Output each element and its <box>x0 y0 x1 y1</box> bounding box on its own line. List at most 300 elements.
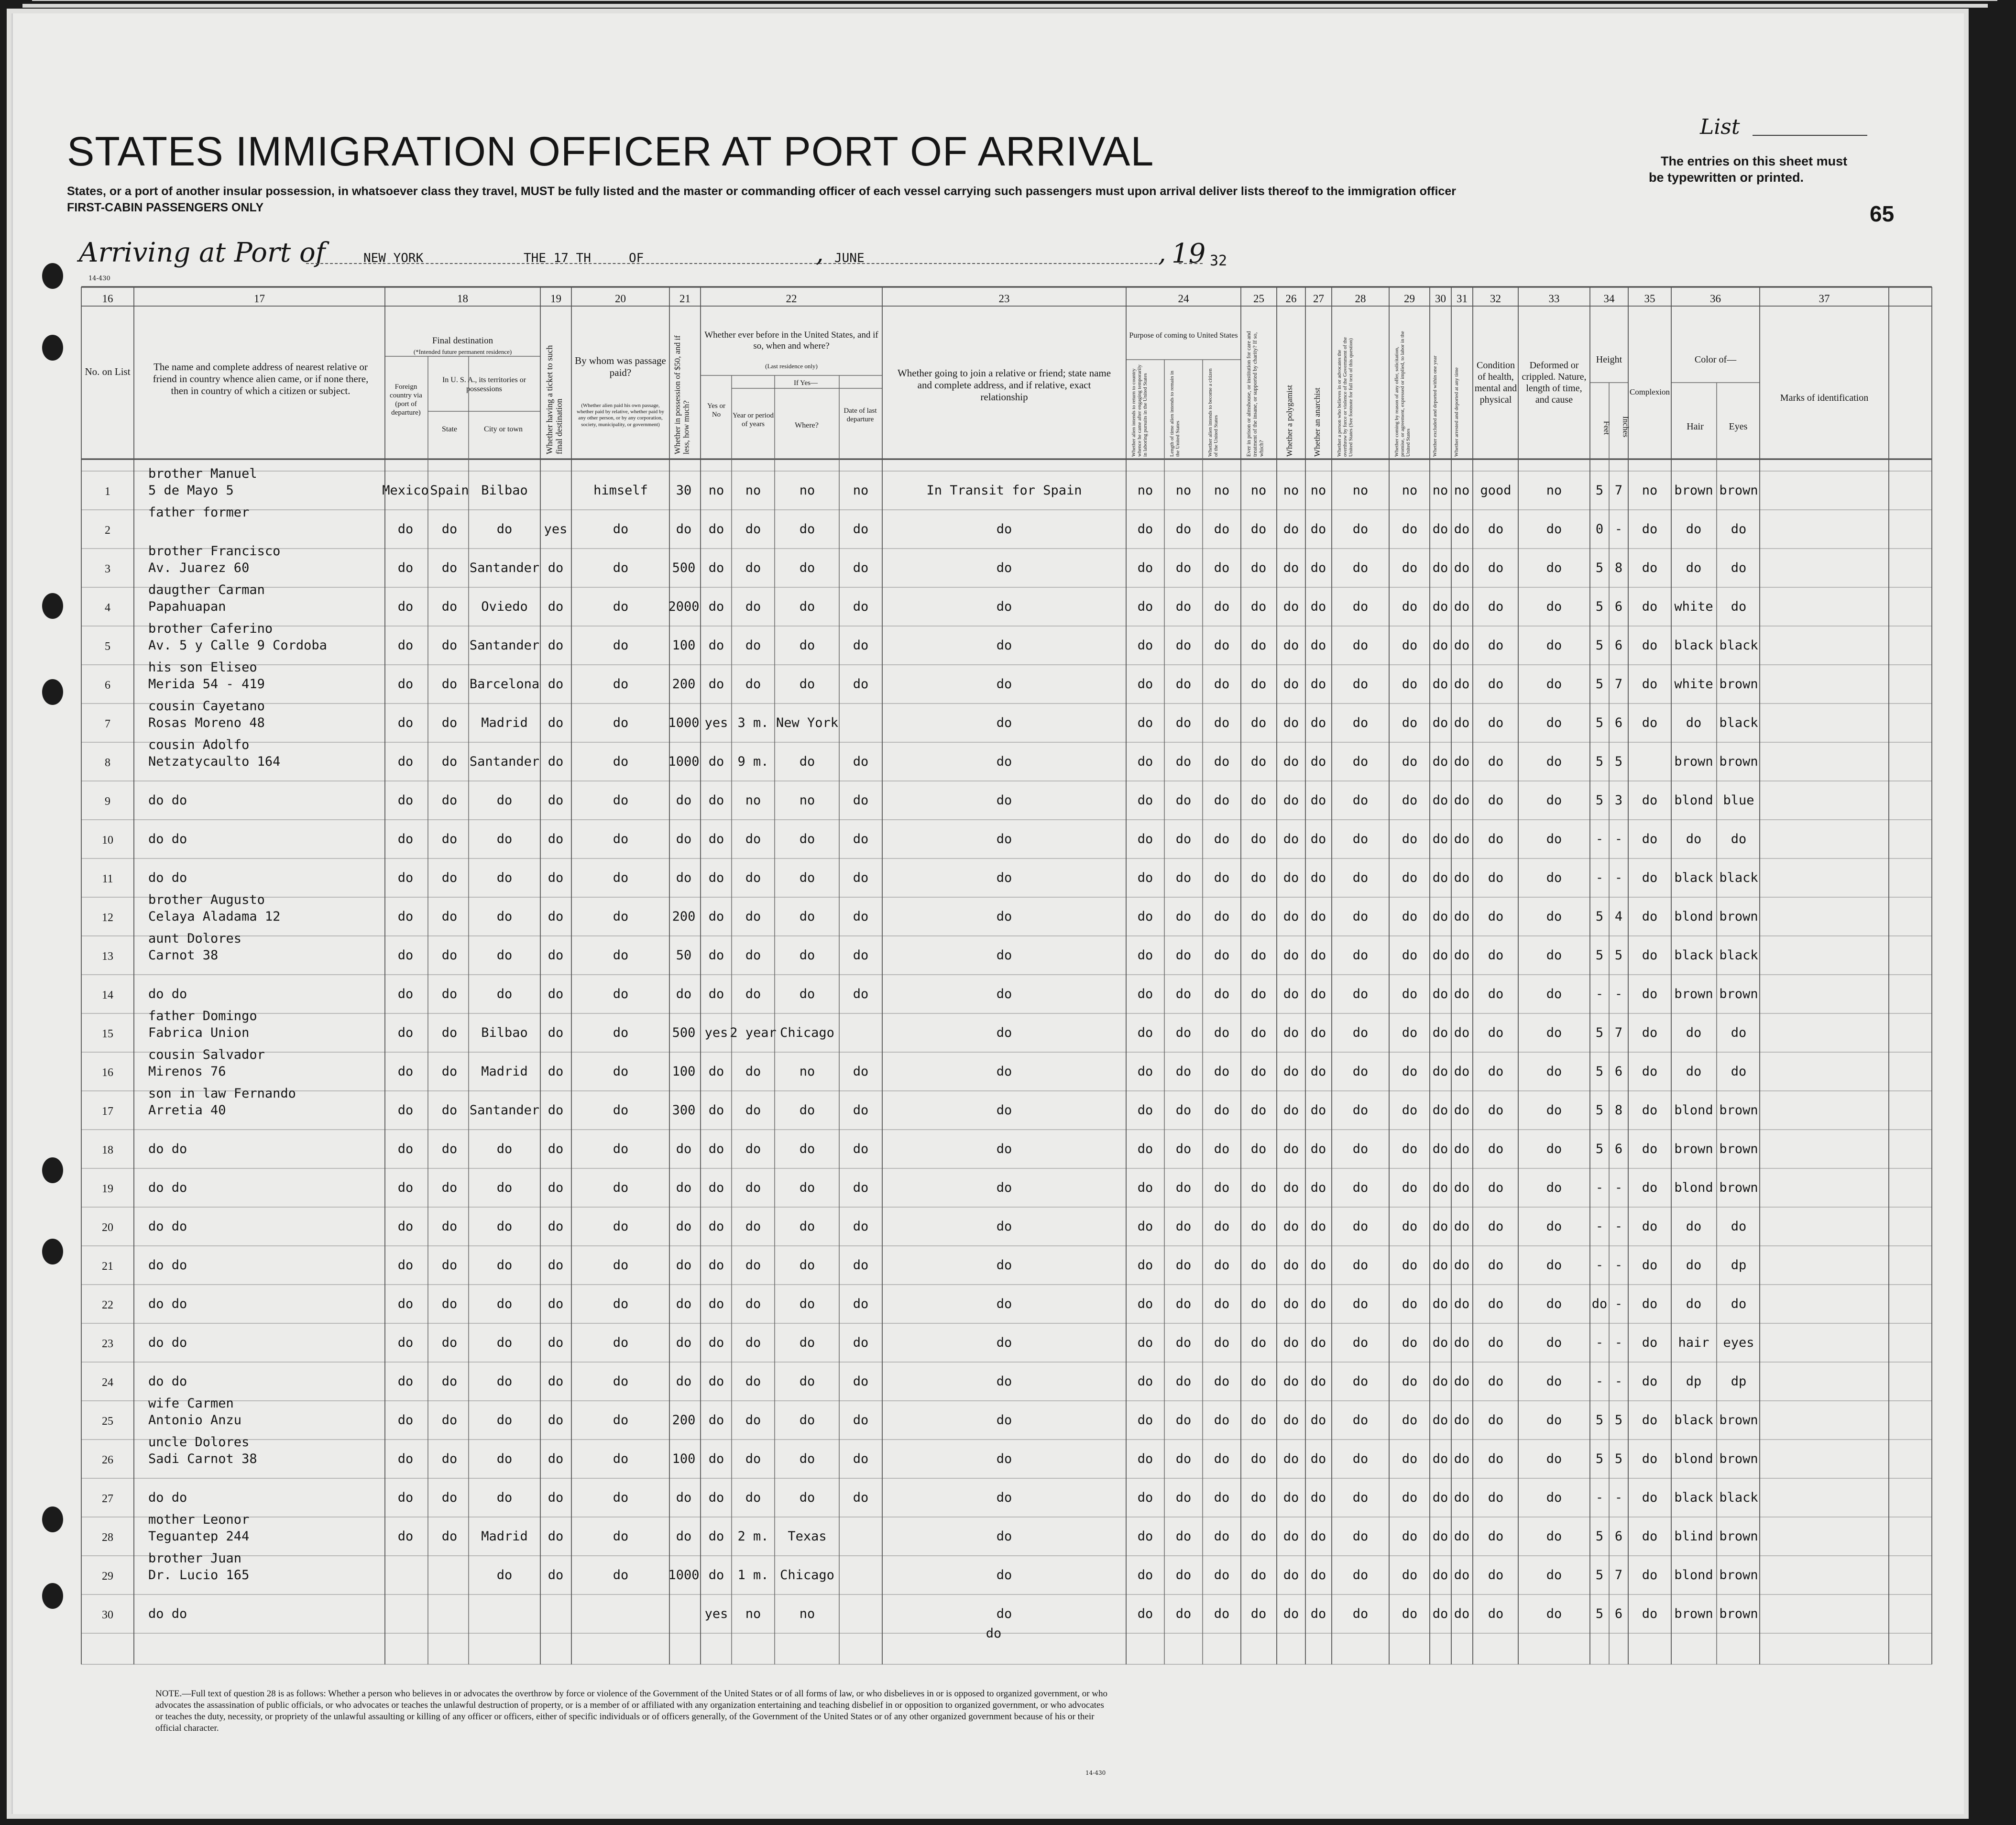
cell-p3: do <box>1214 1180 1230 1195</box>
cell-c30: do <box>1432 1297 1448 1311</box>
cell-ever: do <box>708 870 724 885</box>
cell-c25: do <box>1250 1529 1267 1544</box>
header-arrested: Whether arrested and deported at any time <box>1454 367 1459 457</box>
relative-name: cousin Adolfo <box>148 737 250 752</box>
cell-ever: do <box>708 1297 724 1311</box>
cell-c28: do <box>1352 1025 1369 1040</box>
cell-c29: do <box>1402 793 1418 808</box>
cell-c25: do <box>1250 987 1267 1001</box>
relative-name: brother Francisco <box>148 544 281 559</box>
cell-date: do <box>853 638 869 653</box>
cell-p1: do <box>1137 754 1153 769</box>
cell-inches: - <box>1614 870 1623 885</box>
cell-year: do <box>745 987 761 1001</box>
cell-eyes: brown <box>1719 1568 1758 1583</box>
cell-ever: do <box>708 1568 724 1583</box>
cell-ticket: do <box>548 561 564 575</box>
cell-c28: do <box>1352 561 1369 575</box>
header-ever-in-us-note: (Last residence only) <box>765 363 818 370</box>
cell-year: no <box>745 483 761 498</box>
cell-c30: do <box>1432 1568 1448 1583</box>
cell-p2: do <box>1175 1335 1192 1350</box>
list-number-line <box>1753 135 1867 136</box>
cell-complexion: do <box>1642 561 1658 575</box>
cell-where: do <box>799 599 815 614</box>
cell-where: do <box>799 1413 815 1428</box>
cell-where: do <box>799 1258 815 1273</box>
header-ever-in-us: Whether ever before in the United States, and if so, when and where? <box>704 330 878 351</box>
header-inches: Inches <box>1621 416 1631 438</box>
cell-hair: black <box>1674 948 1713 963</box>
cell-where: no <box>799 483 815 498</box>
cell-c28: do <box>1352 1529 1369 1544</box>
cell-paid: do <box>613 1374 629 1389</box>
cell-c26: do <box>1283 1335 1299 1350</box>
relative-address: Teguantep 244 <box>148 1529 250 1544</box>
cell-deformed: do <box>1546 1025 1562 1040</box>
cell-c25: do <box>1250 1219 1267 1234</box>
cell-c26: do <box>1283 638 1299 653</box>
column-number: 31 <box>1457 293 1468 305</box>
cell-city: do <box>496 1142 513 1156</box>
cell-join: do <box>996 715 1012 730</box>
cell-c30: do <box>1432 677 1448 692</box>
cell-hair: do <box>1686 561 1702 575</box>
cell-p2: do <box>1175 1297 1192 1311</box>
punch-hole <box>42 593 63 619</box>
column-number: 37 <box>1819 293 1830 305</box>
cell-deformed: do <box>1546 1568 1562 1583</box>
cell-p3: do <box>1214 909 1230 924</box>
cell-hair: white <box>1674 677 1713 692</box>
cell-c27: do <box>1310 870 1326 885</box>
cell-c26: do <box>1283 561 1299 575</box>
cell-p2: do <box>1175 638 1192 653</box>
cell-where: no <box>799 1606 815 1621</box>
relative-address: do do <box>148 1219 187 1234</box>
cell-c25: do <box>1250 638 1267 653</box>
cell-city: do <box>496 1490 513 1505</box>
cell-c25: do <box>1250 1490 1267 1505</box>
cell-where: do <box>799 638 815 653</box>
cell-p2: do <box>1175 522 1192 537</box>
cell-health: do <box>1488 1258 1504 1273</box>
cell-eyes: brown <box>1719 677 1758 692</box>
row-number: 12 <box>102 912 113 924</box>
cell-c30: do <box>1432 793 1448 808</box>
cell-p3: do <box>1214 793 1230 808</box>
row-number: 2 <box>105 524 110 537</box>
cell-year: do <box>745 677 761 692</box>
cell-state: do <box>441 599 458 614</box>
cell-complexion: do <box>1642 1142 1658 1156</box>
relative-name: his son Eliseo <box>148 660 257 675</box>
cell-c25: do <box>1250 677 1267 692</box>
cell-ticket: do <box>548 793 564 808</box>
cell-money: do <box>676 1297 692 1311</box>
cell-hair: blond <box>1674 1568 1713 1583</box>
cell-p3: do <box>1214 1374 1230 1389</box>
cell-health: good <box>1480 483 1512 498</box>
cell-eyes: do <box>1731 1297 1747 1311</box>
cell-c31: do <box>1454 1529 1470 1544</box>
cell-city: do <box>496 832 513 847</box>
cell-c30: do <box>1432 1142 1448 1156</box>
cell-year: 3 m. <box>737 715 769 730</box>
cell-city: do <box>496 870 513 885</box>
cell-foreign: do <box>397 677 414 692</box>
cell-join: do <box>996 1374 1012 1389</box>
cell-p2: do <box>1175 561 1192 575</box>
cell-ever: yes <box>704 715 728 730</box>
cell-join: do <box>996 793 1012 808</box>
cell-eyes: brown <box>1719 1180 1758 1195</box>
cell-c28: do <box>1352 793 1369 808</box>
cell-p2: do <box>1175 1064 1192 1079</box>
cell-c29: do <box>1402 1258 1418 1273</box>
cell-c27: do <box>1310 1219 1326 1234</box>
cell-p2: do <box>1175 599 1192 614</box>
cell-p3: do <box>1214 870 1230 885</box>
cell-c28: do <box>1352 1219 1369 1234</box>
cell-c25: do <box>1250 599 1267 614</box>
cell-c27: do <box>1310 948 1326 963</box>
cell-health: do <box>1488 1297 1504 1311</box>
cell-health: do <box>1488 909 1504 924</box>
cell-c31: do <box>1454 1297 1470 1311</box>
cell-eyes: black <box>1719 948 1758 963</box>
cell-year: do <box>745 948 761 963</box>
relative-address: do do <box>148 1180 187 1195</box>
cell-p3: do <box>1214 1451 1230 1466</box>
punch-hole <box>42 1506 63 1532</box>
cell-c31: do <box>1454 870 1470 885</box>
cell-p1: do <box>1137 1180 1153 1195</box>
cell-money: do <box>676 1529 692 1544</box>
cell-c25: do <box>1250 1335 1267 1350</box>
cell-money: do <box>676 987 692 1001</box>
cell-ticket: do <box>548 1064 564 1079</box>
cell-paid: do <box>613 1568 629 1583</box>
cell-money: do <box>676 870 692 885</box>
cell-inches: 7 <box>1614 483 1623 498</box>
cell-c25: do <box>1250 1297 1267 1311</box>
cell-c29: do <box>1402 1413 1418 1428</box>
relative-address: Netzatycaulto 164 <box>148 754 281 769</box>
cell-c27: do <box>1310 1103 1326 1118</box>
cell-ticket: do <box>548 909 564 924</box>
cell-inches: 3 <box>1614 793 1623 808</box>
cell-c29: do <box>1402 1103 1418 1118</box>
punch-hole <box>42 1583 63 1609</box>
cell-c25: do <box>1250 832 1267 847</box>
cell-inches: 6 <box>1614 638 1623 653</box>
cell-deformed: do <box>1546 1413 1562 1428</box>
cell-where: Chicago <box>780 1025 834 1040</box>
cell-hair: black <box>1674 870 1713 885</box>
cell-complexion: do <box>1642 1606 1658 1621</box>
cell-feet: - <box>1595 1490 1604 1505</box>
row-number: 3 <box>105 563 110 575</box>
cell-city: do <box>496 909 513 924</box>
cell-c28: do <box>1352 1064 1369 1079</box>
cell-p1: do <box>1137 522 1153 537</box>
header-city: City or town <box>484 425 523 433</box>
cell-eyes: brown <box>1719 1529 1758 1544</box>
row-number: 23 <box>102 1338 113 1350</box>
cell-c26: do <box>1283 948 1299 963</box>
cell-c27: do <box>1310 599 1326 614</box>
cell-money: 500 <box>672 561 696 575</box>
cell-c28: no <box>1352 483 1369 498</box>
cell-health: do <box>1488 1568 1504 1583</box>
cell-c30: do <box>1432 599 1448 614</box>
cell-p2: do <box>1175 715 1192 730</box>
cell-c27: do <box>1310 1025 1326 1040</box>
cell-c30: do <box>1432 1025 1448 1040</box>
header-height: Height <box>1596 354 1622 365</box>
row-number: 24 <box>102 1376 113 1389</box>
cell-p3: do <box>1214 754 1230 769</box>
cell-c30: no <box>1432 483 1448 498</box>
cell-c27: do <box>1310 832 1326 847</box>
cell-ticket: do <box>548 948 564 963</box>
cell-feet: - <box>1595 1219 1604 1234</box>
cell-year: do <box>745 1374 761 1389</box>
relative-address: do do <box>148 1258 187 1273</box>
cell-year: do <box>745 870 761 885</box>
cell-c25: do <box>1250 1180 1267 1195</box>
cell-paid: do <box>613 1142 629 1156</box>
column-number: 22 <box>786 293 797 305</box>
cell-p3: do <box>1214 1219 1230 1234</box>
cell-city: do <box>496 987 513 1001</box>
cell-paid: do <box>613 561 629 575</box>
cell-money: 1000 <box>668 754 700 769</box>
relative-name: brother Caferino <box>148 621 273 636</box>
relative-name: son in law Fernando <box>148 1086 296 1101</box>
arrival-month: JUNE <box>834 251 865 265</box>
cell-foreign: do <box>397 832 414 847</box>
cell-foreign: do <box>397 1219 414 1234</box>
cell-health: do <box>1488 1064 1504 1079</box>
row-number: 11 <box>102 873 113 885</box>
cell-join: do <box>996 1335 1012 1350</box>
column-number: 25 <box>1253 293 1264 305</box>
cell-c27: do <box>1310 1335 1326 1350</box>
cell-deformed: do <box>1546 638 1562 653</box>
cell-foreign: do <box>397 1025 414 1040</box>
row-number: 22 <box>102 1299 113 1311</box>
cell-p1: do <box>1137 1219 1153 1234</box>
cell-deformed: do <box>1546 1142 1562 1156</box>
cell-p3: do <box>1214 1025 1230 1040</box>
cell-inches: - <box>1614 1374 1623 1389</box>
cell-join: do <box>996 1297 1012 1311</box>
cell-where: do <box>799 1297 815 1311</box>
relative-address: do do <box>148 832 187 847</box>
trailing-ditto: do <box>986 1626 1002 1641</box>
cell-paid: do <box>613 1064 629 1079</box>
page-number: 65 <box>1870 201 1895 226</box>
cell-paid: do <box>613 1529 629 1544</box>
cell-health: do <box>1488 1490 1504 1505</box>
cell-deformed: do <box>1546 987 1562 1001</box>
cell-join: do <box>996 1180 1012 1195</box>
cell-city: Santander <box>469 1103 540 1118</box>
cell-c28: do <box>1352 1297 1369 1311</box>
cell-complexion: do <box>1642 870 1658 885</box>
cell-c31: no <box>1454 483 1470 498</box>
relative-name: father Domingo <box>148 1009 257 1023</box>
cell-hair: do <box>1686 715 1702 730</box>
cell-feet: - <box>1595 1180 1604 1195</box>
cell-money: 200 <box>672 677 696 692</box>
cell-hair: do <box>1686 1219 1702 1234</box>
cell-year: do <box>745 1335 761 1350</box>
header-state: State <box>442 425 457 433</box>
cell-p2: do <box>1175 1219 1192 1234</box>
cell-where: no <box>799 1064 815 1079</box>
cell-c30: do <box>1432 948 1448 963</box>
cell-c28: do <box>1352 1606 1369 1621</box>
cell-money: 200 <box>672 1413 696 1428</box>
cell-c28: do <box>1352 1490 1369 1505</box>
cell-c29: do <box>1402 1297 1418 1311</box>
cell-hair: brown <box>1674 1606 1713 1621</box>
relative-address: do do <box>148 870 187 885</box>
cell-ticket: do <box>548 832 564 847</box>
cell-where: do <box>799 1490 815 1505</box>
cell-hair: do <box>1686 1064 1702 1079</box>
cell-c29: do <box>1402 677 1418 692</box>
cell-c26: do <box>1283 1297 1299 1311</box>
cell-foreign: do <box>397 1258 414 1273</box>
cell-feet: 5 <box>1595 1606 1604 1621</box>
row-number: 4 <box>105 602 110 614</box>
paper-edge <box>22 4 1988 8</box>
cell-c31: do <box>1454 561 1470 575</box>
cell-c31: do <box>1454 1258 1470 1273</box>
cell-c28: do <box>1352 948 1369 963</box>
cell-feet: - <box>1595 832 1604 847</box>
cell-foreign: do <box>397 1064 414 1079</box>
cell-paid: do <box>613 948 629 963</box>
cell-c30: do <box>1432 987 1448 1001</box>
cell-c30: do <box>1432 1335 1448 1350</box>
column-number: 23 <box>998 293 1010 305</box>
relative-address: do do <box>148 1142 187 1156</box>
cell-p3: do <box>1214 561 1230 575</box>
cell-p1: do <box>1137 1606 1153 1621</box>
cell-c28: do <box>1352 638 1369 653</box>
cell-c30: do <box>1432 870 1448 885</box>
cell-c30: do <box>1432 1413 1448 1428</box>
cell-c28: do <box>1352 1451 1369 1466</box>
cell-feet: 5 <box>1595 793 1604 808</box>
cell-feet: do <box>1591 1297 1608 1311</box>
cell-p3: do <box>1214 1335 1230 1350</box>
cell-complexion: do <box>1642 1103 1658 1118</box>
cell-inches: 6 <box>1614 1606 1623 1621</box>
cell-state: do <box>441 1335 458 1350</box>
cell-deformed: do <box>1546 561 1562 575</box>
cell-c29: do <box>1402 870 1418 885</box>
cell-deformed: do <box>1546 1606 1562 1621</box>
cell-c26: do <box>1283 754 1299 769</box>
cell-where: do <box>799 1180 815 1195</box>
cell-complexion: do <box>1642 1180 1658 1195</box>
relative-name: aunt Dolores <box>148 931 242 946</box>
cell-inches: 6 <box>1614 1064 1623 1079</box>
cell-eyes: brown <box>1719 1103 1758 1118</box>
cell-eyes: brown <box>1719 754 1758 769</box>
cell-c27: do <box>1310 1529 1326 1544</box>
cell-hair: blond <box>1674 909 1713 924</box>
cell-c29: do <box>1402 909 1418 924</box>
cell-p2: do <box>1175 793 1192 808</box>
cell-c30: do <box>1432 1451 1448 1466</box>
cell-eyes: black <box>1719 715 1758 730</box>
cell-deformed: do <box>1546 1219 1562 1234</box>
cell-c26: do <box>1283 1413 1299 1428</box>
cell-c31: do <box>1454 1606 1470 1621</box>
cell-c26: do <box>1283 1025 1299 1040</box>
cell-year: do <box>745 832 761 847</box>
cell-date: do <box>853 1451 869 1466</box>
cell-p3: do <box>1214 1297 1230 1311</box>
cell-year: do <box>745 1142 761 1156</box>
relative-address: Merida 54 - 419 <box>148 677 265 692</box>
cell-money: do <box>676 1258 692 1273</box>
cell-c27: do <box>1310 909 1326 924</box>
cell-foreign: do <box>397 715 414 730</box>
cell-state: do <box>441 1142 458 1156</box>
cell-p1: do <box>1137 1374 1153 1389</box>
cell-c28: do <box>1352 599 1369 614</box>
cell-foreign: do <box>397 1297 414 1311</box>
cell-where: do <box>799 1374 815 1389</box>
cell-c30: do <box>1432 715 1448 730</box>
cell-c29: do <box>1402 715 1418 730</box>
cell-join: do <box>996 1219 1012 1234</box>
cell-eyes: brown <box>1719 909 1758 924</box>
cell-p3: do <box>1214 1064 1230 1079</box>
cell-foreign: do <box>397 1180 414 1195</box>
relative-name: father former <box>148 505 250 520</box>
cell-city: do <box>496 1451 513 1466</box>
cell-c31: do <box>1454 1142 1470 1156</box>
cell-year: do <box>745 1413 761 1428</box>
cell-inches: 6 <box>1614 599 1623 614</box>
cell-feet: 5 <box>1595 1568 1604 1583</box>
cell-p2: do <box>1175 1490 1192 1505</box>
cell-deformed: do <box>1546 1529 1562 1544</box>
cell-c29: do <box>1402 1529 1418 1544</box>
cell-ticket: do <box>548 754 564 769</box>
cell-join: do <box>996 522 1012 537</box>
cell-paid: himself <box>593 483 648 498</box>
cell-health: do <box>1488 870 1504 885</box>
cell-p2: do <box>1175 1142 1192 1156</box>
cell-paid: do <box>613 1413 629 1428</box>
cell-p1: do <box>1137 1142 1153 1156</box>
header-overthrow: Whether a person who believes in or advocates the overthrow by force or violence of the Government of the United States (See footnote for full text of this question) <box>1337 337 1354 457</box>
cell-eyes: brown <box>1719 483 1758 498</box>
cell-p2: do <box>1175 909 1192 924</box>
cell-city: do <box>496 1297 513 1311</box>
header-nearest-relative: The name and complete address of nearest relative or friend in country whence alien came, or if none there, then in country of which a citizen or subject. <box>153 361 369 397</box>
